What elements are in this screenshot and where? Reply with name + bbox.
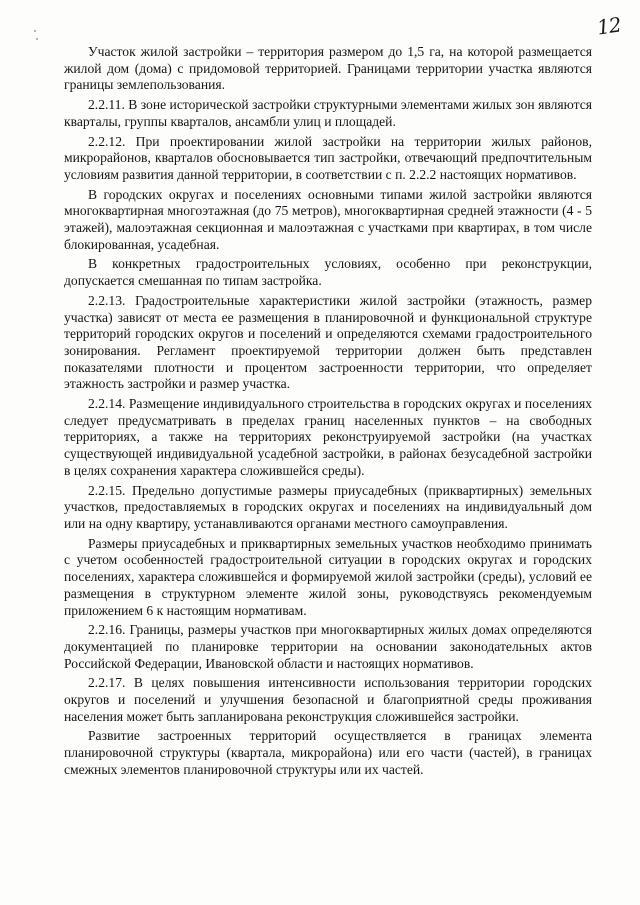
paragraph-7: 2.2.14. Размещение индивидуального строительства в городских округах и поселениях следует предусматривать в пределах границ населенных пунктов – на свободных территориях, а также на территориях реконструируемой застройки (на участках существующей индивидуальной усадебной застройки, в районах безусадебной застройки в целях сохранения характера сложившейся среды).: [64, 396, 592, 478]
paragraph-1: Участок жилой застройки – территория размером до 1,5 га, на которой размещается жилой дом (дома) с придомовой территорией. Границами территории участка являются границы землепользования.: [64, 44, 592, 93]
paragraph-9: Размеры приусадебных и приквартирных земельных участков необходимо принимать с учетом особенностей градостроительной ситуации в городских округах и городских поселениях, характера сложившейся и формируемой жилой застройки (среды), условий ее размещения в структурном элементе жилой зоны, руководствуясь рекомендуемым приложением 6 к настоящим нормативам.: [64, 535, 592, 618]
paragraph-5: В конкретных градостроительных условиях, особенно при реконструкции, допускается смешанная по типам застройка.: [64, 256, 592, 289]
scan-speck: [36, 38, 38, 40]
paragraph-4: В городских округах и поселениях основными типами жилой застройки являются многоквартирная многоэтажная (до 75 метров), многоквартирная средней этажности (4 - 5 этажей), малоэтажная секционная и малоэтажная с участками при квартирах, в том числе блокированная, усадебная.: [64, 186, 592, 252]
paragraph-11: 2.2.17. В целях повышения интенсивности использования территории городских округов и поселений и улучшения безопасной и благоприятной среды проживания населения может быть запланирована реконструкция сложившейся застройки.: [64, 675, 592, 724]
scan-speck: [34, 30, 36, 32]
document-body: [64, 44, 592, 782]
paragraph-10: 2.2.16. Границы, размеры участков при многоквартирных жилых домах определяются документацией по планировке территории на основании законодательных актов Российской Федерации, Ивановской области и настоящих нормативов.: [64, 622, 592, 671]
paragraph-12: Развитие застроенных территорий осуществляется в границах элемента планировочной структуры (квартала, микрорайона) или его части (частей), в границах смежных элементов планировочной структуры или их частей.: [64, 728, 592, 777]
page-number: 12: [594, 12, 622, 40]
paragraph-6: 2.2.13. Градостроительные характеристики жилой застройки (этажность, размер участка) зависят от места ее размещения в планировочной и функциональной структуре территорий городских округов и поселений и определяются схемами градостроительного зонирования. Регламент проектируемой территории должен быть представлен показателями плотности и процентом застроенности территории, что определяет этажность застройки и размер участка.: [64, 292, 592, 392]
paragraph-2: 2.2.11. В зоне исторической застройки структурными элементами жилых зон являются кварталы, группы кварталов, ансамбли улиц и площадей.: [64, 97, 592, 129]
paragraph-3: 2.2.12. При проектировании жилой застройки на территории жилых районов, микрорайонов, кварталов обосновывается тип застройки, отвечающий предпочтительным условиям развития данной территории, в соответствии с п. 2.2.2 настоящих нормативов.: [64, 133, 592, 182]
paragraph-8: 2.2.15. Предельно допустимые размеры приусадебных (приквартирных) земельных участков, предоставляемых в городских округах и поселениях на индивидуальный дом или на одну квартиру, устанавливаются органами местного самоуправления.: [64, 482, 592, 531]
